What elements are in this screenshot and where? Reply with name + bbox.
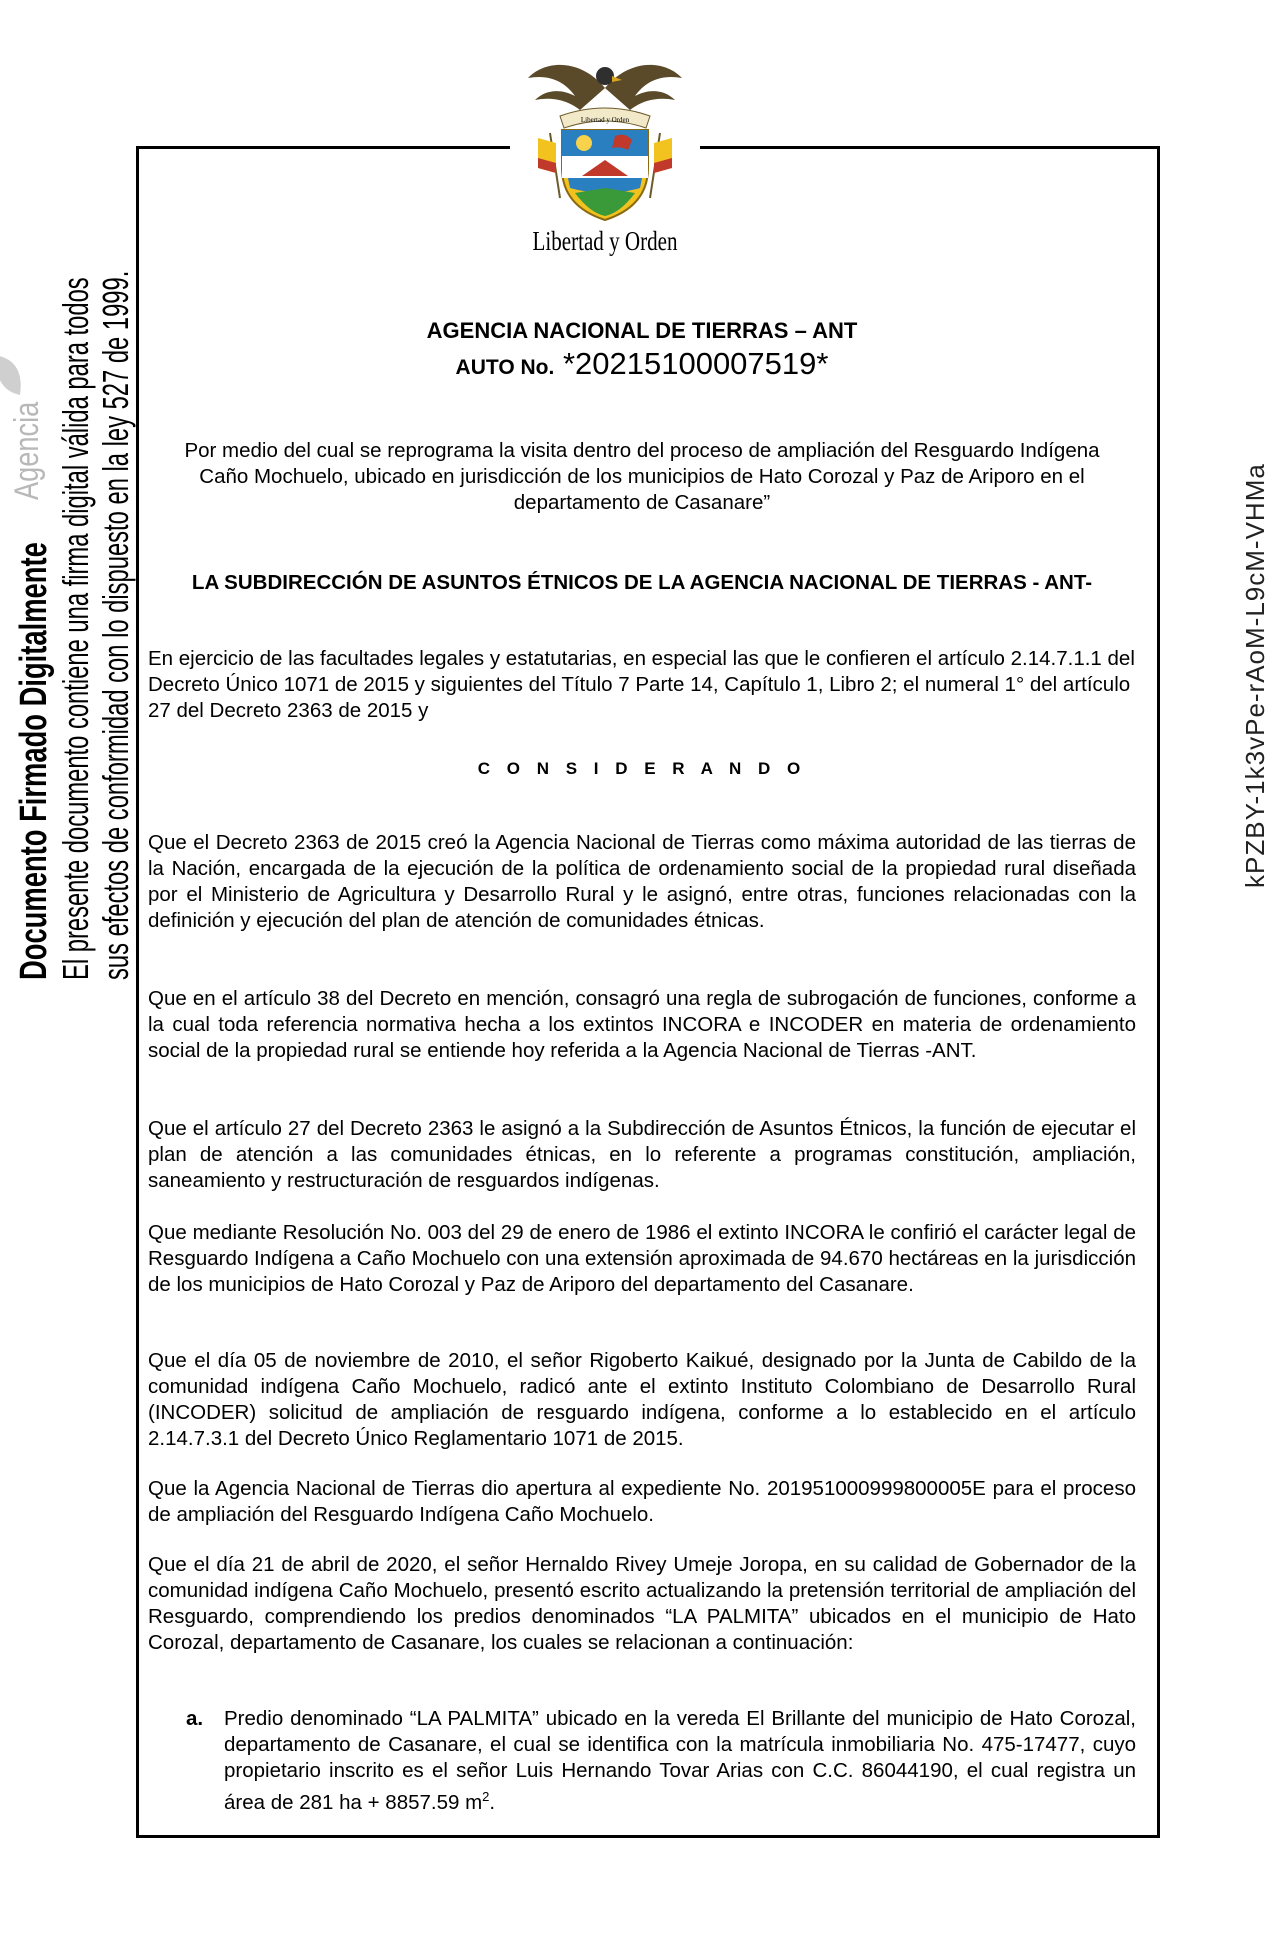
agency-leaf-icon	[0, 350, 30, 400]
paragraph-5: Que el día 05 de noviembre de 2010, el señor Rigoberto Kaikué, designado por la Junta de Cabildo de la comunidad indígena Caño Mochuelo, radicó ante el extinto Instituto Colombiano de Desarrollo Rural (INCODER) solicitud de ampliación de resguardo indígena, conforme a lo establecido en el artículo 2.14.7.3.1 del Decreto Único Reglamentario 1071 de 2015.	[148, 1349, 1136, 1450]
list-marker: a.	[186, 1707, 204, 1730]
paragraph-6: Que la Agencia Nacional de Tierras dio apertura al expediente No. 201951000999800005E para el proceso de ampliación del Resguardo Indígena Caño Mochuelo.	[148, 1477, 1136, 1526]
subject: Por medio del cual se reprograma la visita dentro del proceso de ampliación del Resguardo Indígena Caño Mochuelo, ubicado en jurisdicción de los municipios de Hato Corozal y Paz de Ariporo en el departamento de Casanare”	[184, 439, 1100, 514]
preamble: En ejercicio de las facultades legales y estatutarias, en especial las que le confieren el artículo 2.14.7.1.1 del Decreto Único 1071 de 2015 y siguientes del Título 7 Parte 14, Capítulo 1, Libro 2; el numeral 1° del artículo 27 del Decreto 2363 de 2015 y	[148, 647, 1135, 722]
paragraph-7: Que el día 21 de abril de 2020, el señor Hernaldo Rivey Umeje Joropa, en su calidad de Gobernador de la comunidad indígena Caño Mochuelo, presentó escrito actualizando la pretensión territorial de ampliación del Resguardo, comprendiendo los predios denominados “LA PALMITA” ubicados en el municipio de Hato Corozal, departamento de Casanare, los cuales se relacionan a continuación:	[148, 1553, 1136, 1654]
agency-watermark: Agencia	[8, 401, 46, 500]
paragraph-3: Que el artículo 27 del Decreto 2363 le asignó a la Subdirección de Asuntos Étnicos, la función de ejecutar el plan de atención a las comunidades étnicas, en lo referente a programas constitución, ampliación, saneamiento y restructuración de resguardos indígenas.	[148, 1117, 1136, 1192]
paragraph-4: Que mediante Resolución No. 003 del 29 de enero de 1986 el extinto INCORA le confirió el carácter legal de Resguardo Indígena a Caño Mochuelo con una extensión aproximada de 94.670 hectáreas en la jurisdicción de los municipios de Hato Corozal y Paz de Ariporo del departamento del Casanare.	[148, 1221, 1136, 1296]
digital-signature-notice	[8, 270, 136, 980]
considerando-heading: C O N S I D E R A N D O	[477, 759, 807, 778]
signature-notice-line-3: sus efectos de conformidad con lo dispuesto en la ley 527 de 1999.	[95, 270, 136, 980]
authority-heading: LA SUBDIRECCIÓN DE ASUNTOS ÉTNICOS DE LA AGENCIA NACIONAL DE TIERRAS - ANT-	[191, 571, 1093, 594]
signature-notice-title: Documento Firmado Digitalmente	[13, 542, 55, 980]
verification-code: kPZBY-1k3vPe-rAoM-L9cM-VHMa	[1240, 463, 1270, 888]
list-text: Predio denominado “LA PALMITA” ubicado en la vereda El Brillante del municipio de Hato Corozal, departamento de Casanare, el cual se identifica con la matrícula inmobiliaria No. 475-17477, cuyo propietario inscrito es el señor Luis Hernando Tovar Arias con C.C. 86044190, el cual registra un área de 281 ha + 8857.59 $m^2$.	[224, 1707, 1136, 1814]
paragraph-2: Que en el artículo 38 del Decreto en mención, consagró una regla de subrogación de funciones, conforme a la cual toda referencia normativa hecha a los extintos INCORA e INCODER en materia de ordenamiento social de la propiedad rural se entiende hoy referida a la Agencia Nacional de Tierras -ANT.	[148, 987, 1136, 1062]
coat-of-arms	[510, 48, 700, 273]
auto-label: AUTO No.	[455, 356, 555, 379]
agency-title: AGENCIA NACIONAL DE TIERRAS – ANT	[426, 318, 858, 343]
paragraph-1: Que el Decreto 2363 de 2015 creó la Agencia Nacional de Tierras como máxima autoridad de las tierras de la Nación, encargada de la ejecución de la política de ordenamiento social de la propiedad rural diseñada por el Ministerio de Agricultura y Desarrollo Rural y le asignó, entre otras, funciones relacionadas con la definición y ejecución del plan de atención de comunidades étnicas.	[148, 831, 1136, 932]
signature-notice-line-2: El presente documento contiene una firma digital válida para todos	[55, 277, 96, 980]
auto-number: *20215100007519*	[562, 346, 829, 381]
auto-number-line	[148, 346, 1136, 382]
svg-text:Libertad y Orden: Libertad y Orden	[580, 116, 630, 124]
seal-motto: Libertad y Orden	[532, 226, 678, 256]
list-item	[186, 1706, 1136, 1816]
coat-of-arms-icon	[520, 48, 690, 228]
